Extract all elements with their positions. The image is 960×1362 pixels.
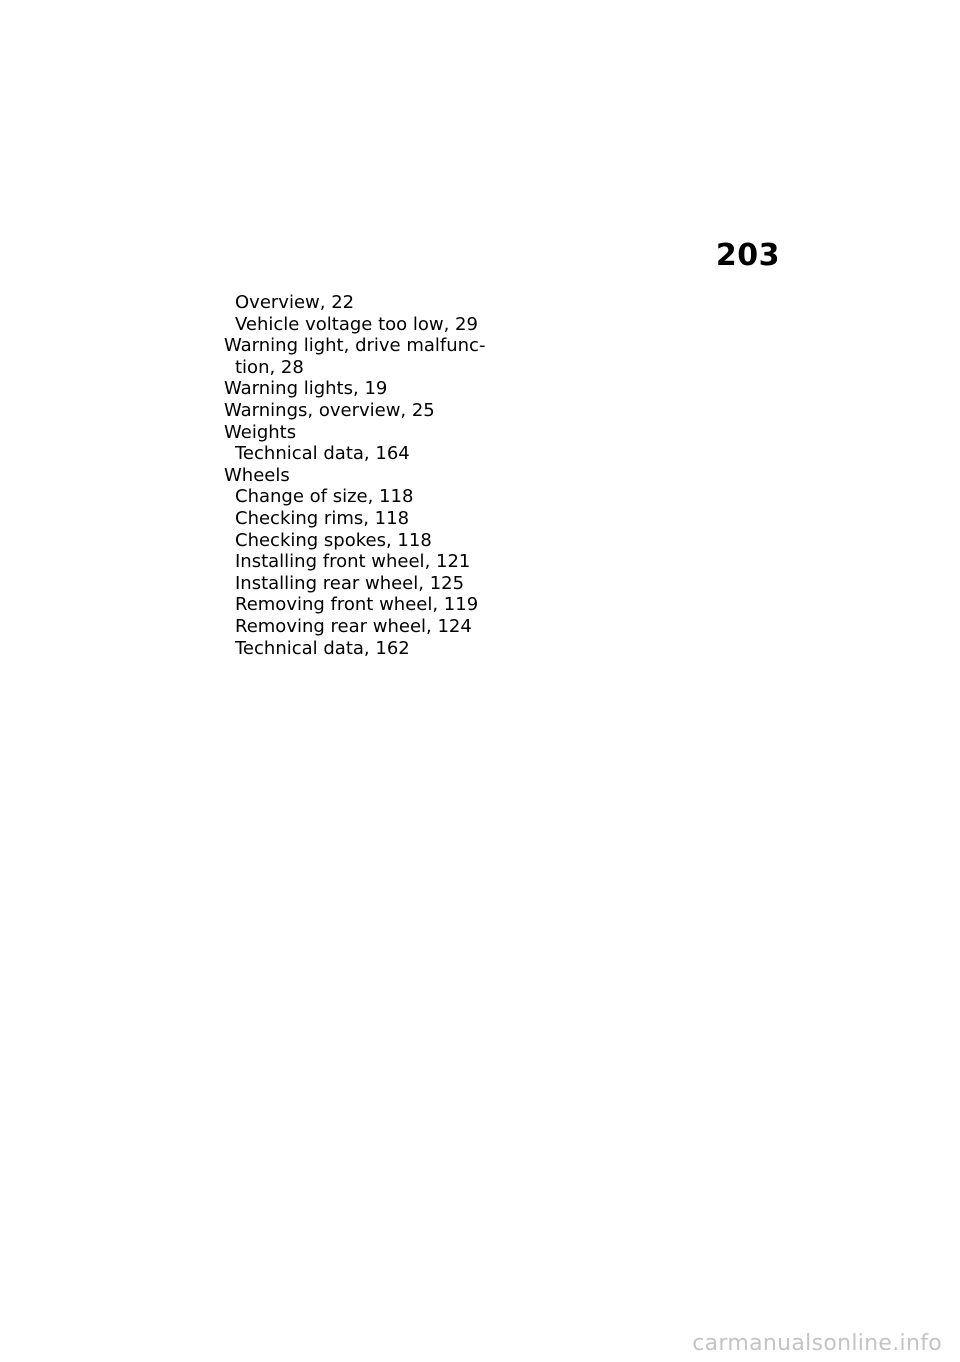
index-subentry: Installing rear wheel, 125 xyxy=(235,572,465,594)
index-entry: Weights xyxy=(224,421,297,443)
index-list xyxy=(224,292,524,659)
index-entry: Warning light, drive malfunc- xyxy=(224,335,486,357)
index-subentry: Technical data, 162 xyxy=(235,637,410,659)
index-entry: Warnings, overview, 25 xyxy=(224,399,435,421)
index-subentry: Checking rims, 118 xyxy=(235,507,410,529)
index-subentry: Technical data, 164 xyxy=(235,443,410,465)
index-subentry: Vehicle voltage too low, 29 xyxy=(235,313,478,335)
index-entry: Wheels xyxy=(224,464,290,486)
index-subentry: Removing rear wheel, 124 xyxy=(235,615,472,637)
index-subentry: Overview, 22 xyxy=(235,292,355,313)
index-entry: Warning lights, 19 xyxy=(224,378,388,400)
index-subentry: Removing front wheel, 119 xyxy=(235,594,479,616)
index-subentry: Installing front wheel, 121 xyxy=(235,551,471,573)
page-number: 203 xyxy=(715,238,780,273)
index-subentry: Checking spokes, 118 xyxy=(235,529,432,551)
index-entry-continuation: tion, 28 xyxy=(235,356,304,378)
index-subentry: Change of size, 118 xyxy=(235,486,414,508)
watermark: carmanualsonline.info xyxy=(692,1331,942,1356)
